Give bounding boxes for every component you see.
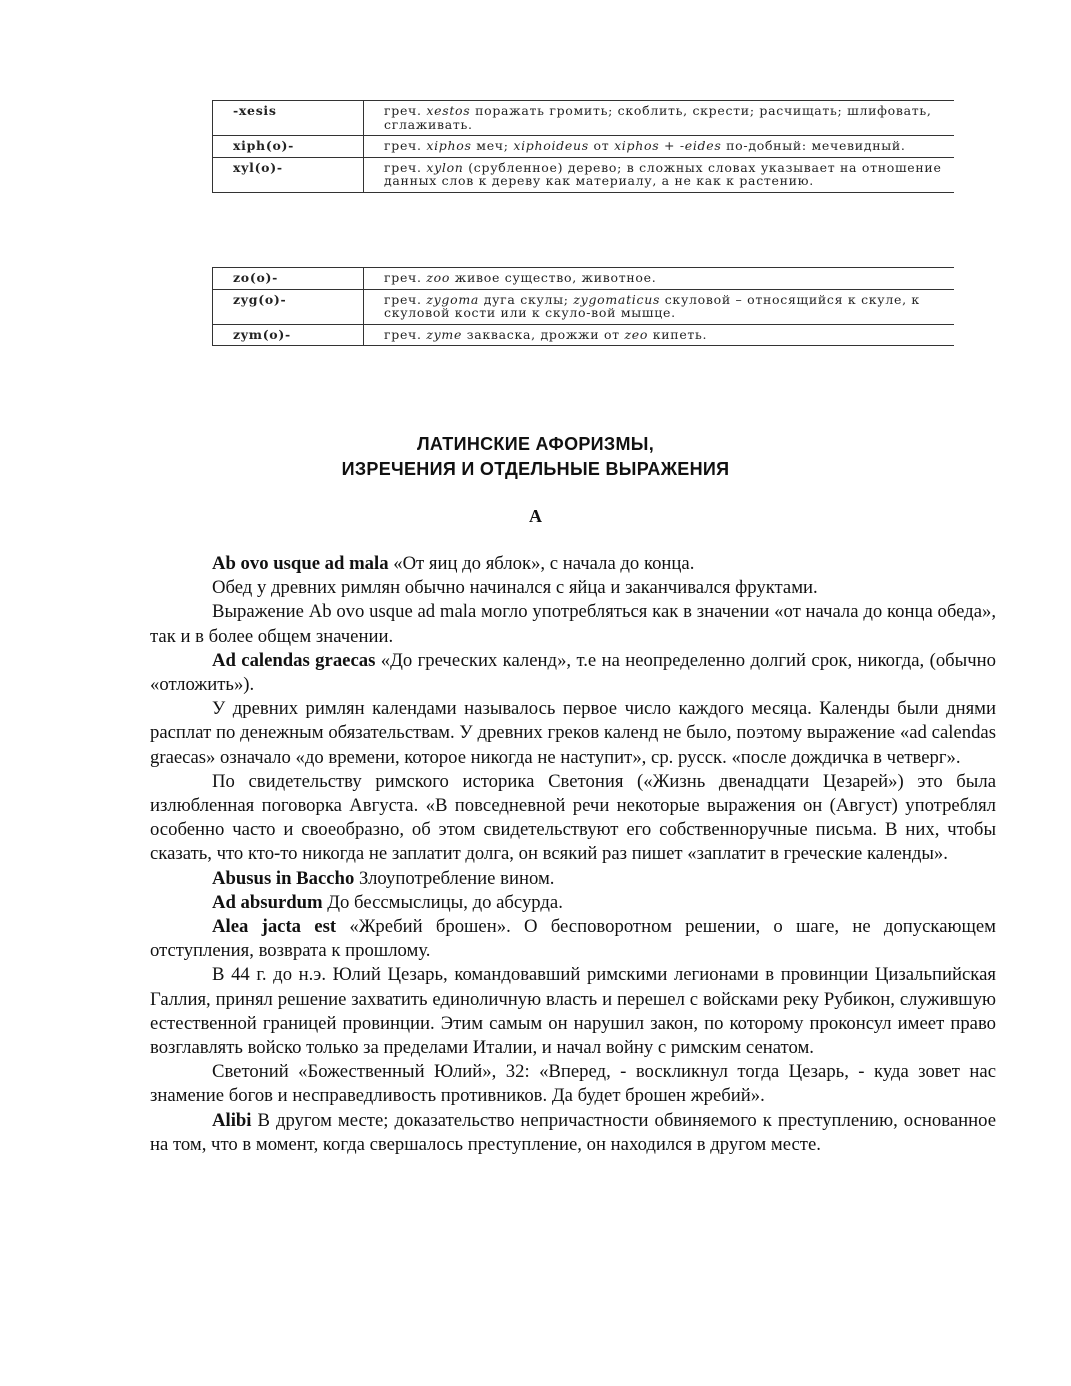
definition-text: греч. — [384, 138, 427, 153]
table-row — [213, 268, 955, 290]
greek-word: zygomaticus — [573, 291, 661, 307]
latin-term: Ad calendas graecas — [212, 649, 376, 671]
definition-text: дуга скулы; — [479, 291, 574, 307]
greek-word: xiphos + -eides — [614, 138, 722, 153]
definition-text: (срубленное) дерево; в сложных словах указывает на отношение данных слов к дереву как материалу, а не как к растению. — [384, 159, 942, 188]
table-row — [213, 136, 955, 158]
greek-word: xiphos — [426, 138, 472, 153]
paragraph — [150, 770, 996, 867]
heading-line: ИЗРЕЧЕНИЯ И ОТДЕЛЬНЫЕ ВЫРАЖЕНИЯ — [341, 459, 730, 479]
paragraph — [150, 649, 996, 697]
latin-term: Abusus in Baccho — [212, 867, 355, 889]
paragraph-text: Выражение Ab ovo usque ad mala могло употребляться как в значении «от начала до конца обеда», так и в более общем значении. — [150, 601, 996, 647]
section-letter: А — [529, 506, 542, 526]
definition-cell — [364, 289, 955, 324]
paragraph — [150, 552, 996, 576]
paragraph — [150, 867, 996, 891]
latin-term: Alea jacta est — [212, 916, 337, 938]
definition-text: греч. — [384, 103, 427, 118]
term-cell: xyl(o)- — [213, 157, 364, 192]
greek-word: zygoma — [426, 291, 480, 307]
definition-cell — [364, 157, 955, 192]
paragraph — [150, 697, 996, 770]
paragraph-text: Обед у древних римлян обычно начинался с яйца и заканчивался фруктами. — [212, 577, 818, 599]
definition-text: кипеть. — [648, 326, 708, 342]
latin-term: Alibi — [212, 1109, 252, 1131]
paragraph-text: «От яиц до яблок», с начала до конца. — [388, 553, 695, 574]
table-row — [213, 289, 955, 324]
paragraph-text: По свидетельству римского историка Светония («Жизнь двенадцати Цезарей») это была излюбленная поговорка Августа. «В повседневной речи некоторые выражения он (Август) употреблял особенно часто и своеобразно, об этом свидетельствуют его собственноручные письма. В них, чтобы сказать, что кто-то никогда не заплатит долга, он всякий раз пишет «заплатит в греческие календы». — [150, 770, 996, 865]
definition-text: греч. — [384, 159, 427, 175]
definition-text: греч. — [384, 270, 427, 285]
heading-line: ЛАТИНСКИЕ АФОРИЗМЫ, — [416, 434, 655, 454]
paragraph — [150, 600, 996, 648]
paragraph-text: В 44 г. до н.э. Юлий Цезарь, командовавший римскими легионами в провинции Цизальпийская Галлия, принял решение захватить единоличную власть и перешел с войсками реку Рубикон, служившую естественной границей провинции. Этим самым он нарушил закон, по которому проконсул имеет право возглавлять войско только за пределами Италии, и начал войну с римским сенатом. — [150, 964, 996, 1059]
paragraph-text: Светоний «Божественный Юлий», 32: «Вперед, - воскликнул тогда Цезарь, - куда зовет нас знамение богов и несправедливость противников. Да будет брошен жребий». — [150, 1061, 996, 1107]
paragraph-text: До бессмыслицы, до абсурда. — [322, 891, 563, 913]
definition-cell — [364, 268, 955, 290]
paragraph — [150, 963, 996, 1060]
greek-word: zyme — [426, 326, 463, 342]
paragraph — [150, 891, 996, 915]
paragraph — [150, 1060, 996, 1108]
greek-word: xiphoideus — [513, 138, 589, 153]
greek-word: zoo — [426, 270, 451, 285]
definition-text: живое существо, животное. — [450, 270, 657, 285]
definition-text: от — [588, 138, 615, 153]
term-cell: zo(o)- — [213, 268, 364, 290]
latin-term: Ad absurdum — [212, 891, 323, 913]
table-row — [213, 324, 955, 346]
greek-word: zeo — [624, 326, 649, 342]
paragraph — [150, 576, 996, 600]
table-row — [213, 101, 955, 136]
section-heading — [0, 432, 1071, 482]
paragraph-text: «До греческих календ», т.е на неопределенно долгий срок, никогда, (обычно «отложить»). — [150, 649, 996, 696]
definition-text: греч. — [384, 291, 427, 307]
greek-word: xestos — [426, 103, 471, 118]
glossary-table-x — [212, 100, 954, 193]
paragraph-text: Злоупотребление вином. — [354, 867, 555, 889]
definition-text: закваска, дрожжи от — [462, 326, 625, 342]
paragraph — [150, 1109, 996, 1157]
term-cell: xiph(o)- — [213, 136, 364, 158]
definition-text: скуловой – относящийся к скуле, к скуловой кости или к скуло-вой мышце. — [384, 291, 920, 320]
paragraph-text: У древних римлян календами называлось первое число каждого месяца. Календы были днями расплат по денежным обязательствам. У древних греков календ не было, поэтому выражение «ad calendas graecas» означало «до времени, которое никогда не наступит», ср. русск. «после дождичка в четверг». — [150, 698, 996, 768]
body-text — [150, 552, 996, 1157]
term-cell: -xesis — [213, 101, 364, 136]
table-row — [213, 157, 955, 192]
paragraph-text: В другом месте; доказательство непричастности обвиняемого к преступлению, основанное на том, что в момент, когда свершалось преступление, он находился в другом месте. — [150, 1109, 996, 1155]
glossary-table-z — [212, 267, 954, 346]
paragraph-text: «Жребий брошен». О бесповоротном решении, о шаге, не допускающем отступления, возврата к прошлому. — [150, 916, 996, 962]
term-cell: zym(o)- — [213, 324, 364, 346]
definition-text: меч; — [471, 138, 514, 153]
term-cell: zyg(o)- — [213, 289, 364, 324]
latin-term: Ab ovo usque ad mala — [212, 553, 389, 574]
definition-cell — [364, 324, 955, 346]
definition-cell — [364, 101, 955, 136]
paragraph — [150, 915, 996, 963]
definition-cell — [364, 136, 955, 158]
definition-text: поражать громить; скоблить, скрести; расчищать; шлифовать, сглаживать. — [384, 103, 932, 132]
definition-text: греч. — [384, 326, 427, 342]
greek-word: xylon — [426, 159, 464, 175]
definition-text: по-добный: мечевидный. — [721, 138, 906, 153]
